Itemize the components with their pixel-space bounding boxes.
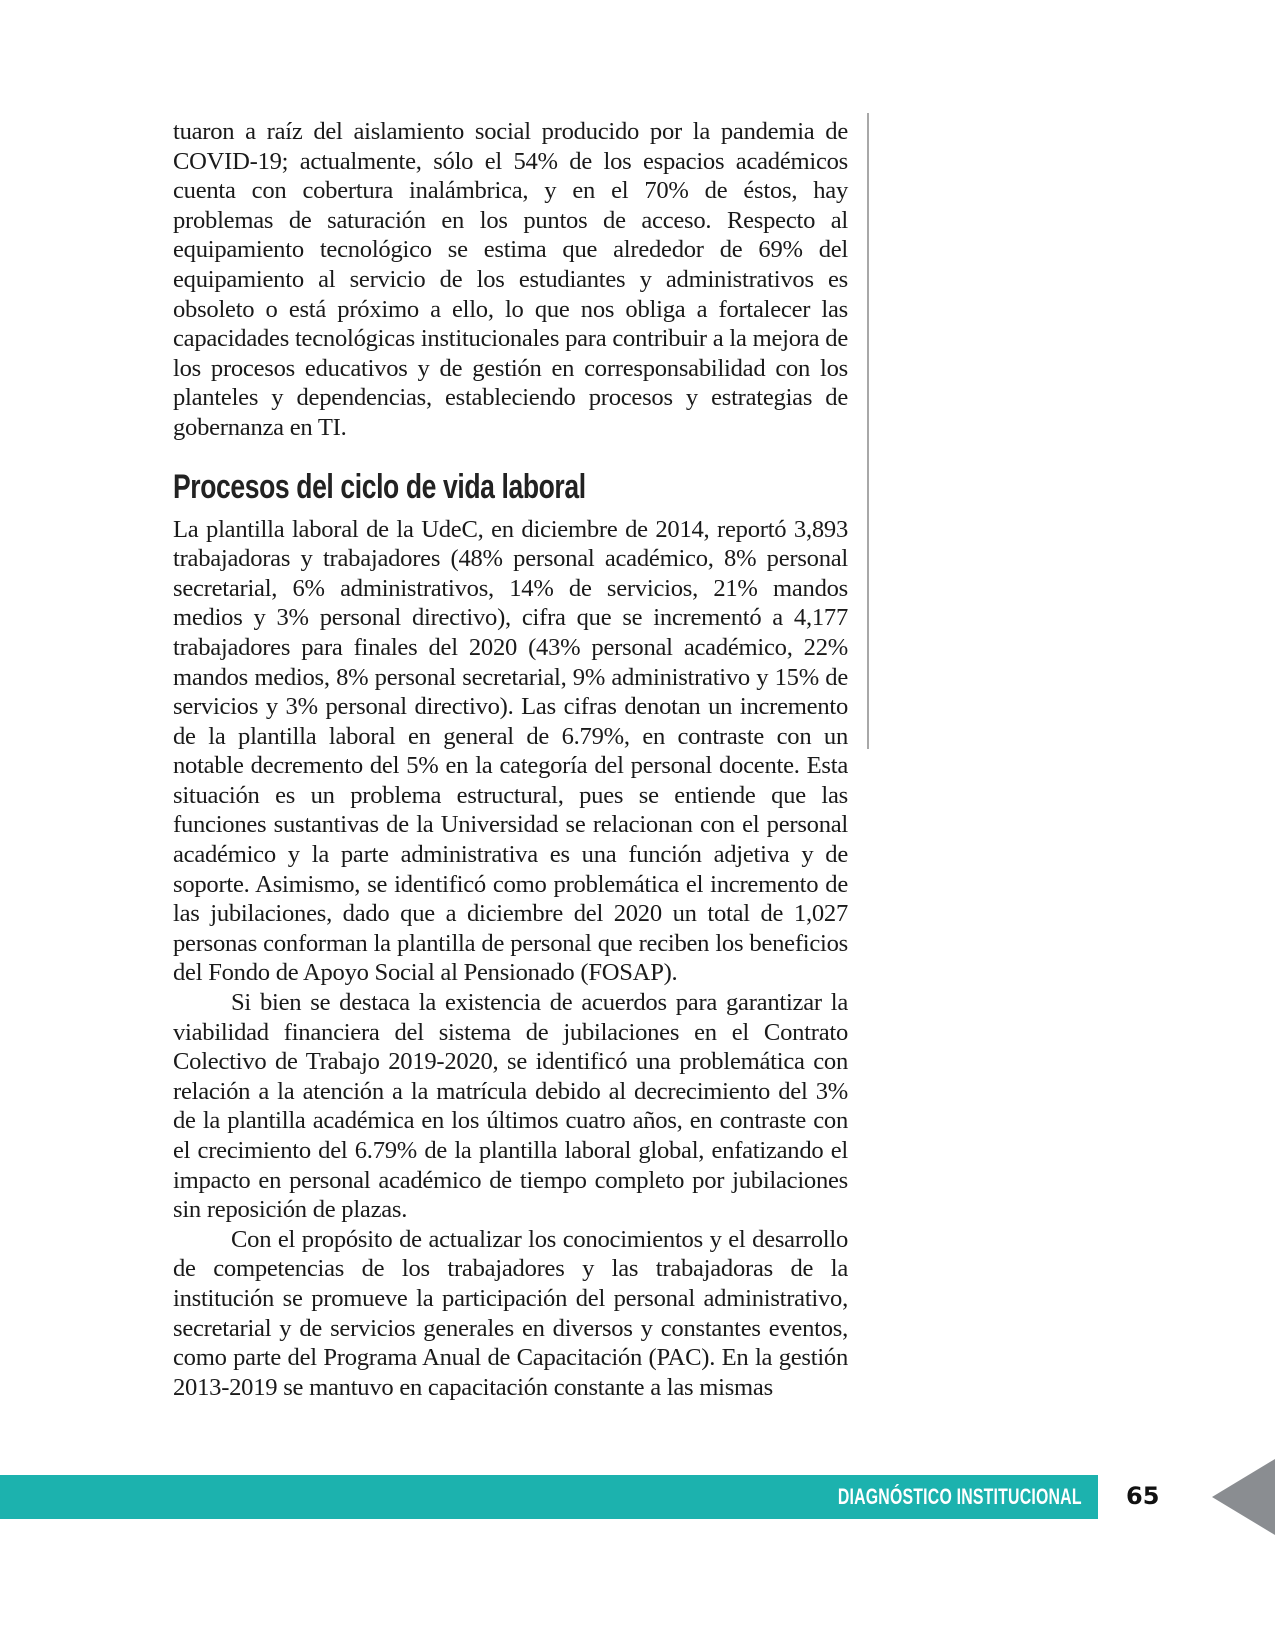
footer-section-label: DIAGNÓSTICO INSTITUCIONAL: [838, 1484, 1082, 1509]
triangle-left-shape: [1212, 1459, 1275, 1535]
paragraph-intro: tuaron a raíz del aislamiento social producido por la pandemia de COVID-19; actualmente, sólo el 54% de los espacios académicos cuenta con cobertura inalámbrica, y en el 70% de éstos, hay problemas de saturación en los puntos de acceso. Respecto al equipamiento tecnológico se estima que alrededor de 69% del equipamiento al servicio de los estudiantes y administrativos es obsoleto o está próximo a ello, lo que nos obliga a fortalecer las capacidades tecnológicas institucionales para contribuir a la mejora de los procesos educativos y de gestión en corresponsabilidad con los planteles y dependencias, estableciendo procesos y estrategias de gobernanza en TI.: [173, 118, 848, 441]
column-divider-rule: [867, 113, 869, 749]
page-number: 65: [1126, 1482, 1160, 1510]
main-text-column: [173, 117, 848, 1402]
section-heading: Procesos del ciclo de vida laboral: [173, 467, 586, 506]
paragraph-training: Con el propósito de actualizar los conocimientos y el desarrollo de competencias de los trabajadores y las trabajadoras de la institución se promueve la participación del personal administrativo, secretarial y de servicios generales en diversos y constantes eventos, como parte del Programa Anual de Capacitación (PAC). En la gestión 2013-2019 se mantuvo en capacitación constante a las mismas: [173, 1225, 848, 1401]
triangle-left-icon[interactable]: [1212, 1459, 1275, 1535]
paragraph-workforce: La plantilla laboral de la UdeC, en diciembre de 2014, reportó 3,893 trabajadoras y trabajadores (48% personal académico, 8% personal secretarial, 6% administrativos, 14% de servicios, 21% mandos medios y 3% personal directivo), cifra que se incrementó a 4,177 trabajadores para finales del 2020 (43% personal académico, 22% mandos medios, 8% personal secretarial, 9% administrativo y 15% de servicios y 3% personal directivo). Las cifras denotan un incremento de la plantilla laboral en general de 6.79%, en contraste con un notable decremento del 5% en la categoría del personal docente. Esta situación es un problema estructural, pues se entiende que las funciones sustantivas de la Universidad se relacionan con el personal académico y la parte administrativa es una función adjetiva y de soporte. Asimismo, se identificó como problemática el incremento de las jubilaciones, dado que a diciembre del 2020 un total de 1,027 personas conforman la plantilla de personal que reciben los beneficios del Fondo de Apoyo Social al Pensionado (FOSAP).: [173, 515, 848, 987]
footer-section-band: [0, 1475, 1098, 1519]
paragraph-pensions: Si bien se destaca la existencia de acuerdos para garantizar la viabilidad financiera del sistema de jubilaciones en el Contrato Colectivo de Trabajo 2019-2020, se identificó una problemática con relación a la atención a la matrícula debido al decrecimiento del 3% de la plantilla académica en los últimos cuatro años, en contraste con el crecimiento del 6.79% de la plantilla laboral global, enfatizando el impacto en personal académico de tiempo completo por jubilaciones sin reposición de plazas.: [173, 989, 848, 1224]
